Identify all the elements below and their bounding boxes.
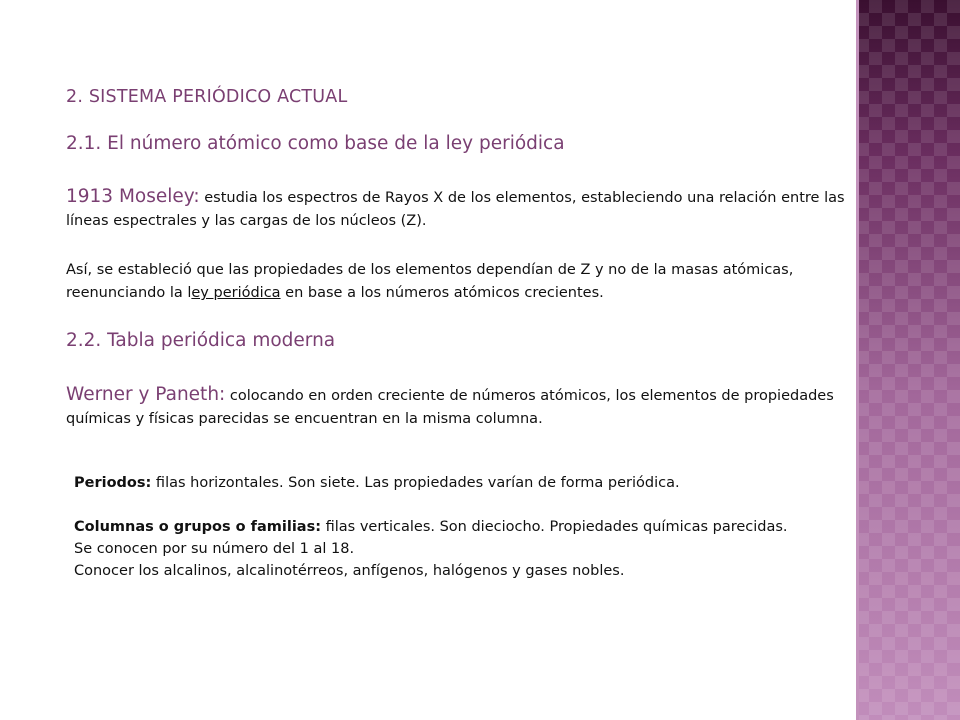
slide-title: 2. SISTEMA PERIÓDICO ACTUAL (66, 87, 348, 107)
definitions-block (74, 472, 834, 582)
columnas-line-2: Se conocen por su número del 1 al 18. (74, 541, 355, 557)
paragraph-werner (66, 383, 846, 431)
ley-periodica-link[interactable]: ey periódica (191, 285, 281, 301)
section-heading-2-2: 2.2. Tabla periódica moderna (66, 330, 336, 351)
moseley-lead: 1913 Moseley: (66, 186, 200, 207)
periodos-definition (74, 472, 834, 494)
moseley-text: estudia los espectros de Rayos X de los elementos, estableciendo una relación entre las líneas espectrales y las cargas de los núcleos (Z). (66, 190, 845, 229)
section-heading-2-1: 2.1. El número atómico como base de la ley periódica (66, 133, 565, 154)
werner-lead: Werner y Paneth: (66, 384, 226, 405)
werner-text: colocando en orden creciente de números atómicos, los elementos de propiedades químicas y físicas parecidas se encuentran en la misma columna. (66, 388, 834, 427)
columnas-text: filas verticales. Son dieciocho. Propiedades químicas parecidas. (321, 519, 788, 535)
paragraph-asi (66, 259, 846, 305)
asi-text-after: en base a los números atómicos crecientes. (280, 285, 604, 301)
periodos-text: filas horizontales. Son siete. Las propiedades varían de forma periódica. (151, 475, 680, 491)
paragraph-moseley (66, 185, 846, 233)
columnas-line-3: Conocer los alcalinos, alcalinotérreos, anfígenos, halógenos y gases nobles. (74, 563, 625, 579)
asi-text-before: Así, se estableció que las propiedades de los elementos dependían de Z y no de la masas atómicas, reenunciando la l (66, 262, 794, 301)
decorative-side-band (856, 0, 960, 720)
periodos-term: Periodos: (74, 475, 152, 491)
columnas-definition (74, 516, 834, 538)
columnas-term: Columnas o grupos o familias: (74, 519, 322, 535)
